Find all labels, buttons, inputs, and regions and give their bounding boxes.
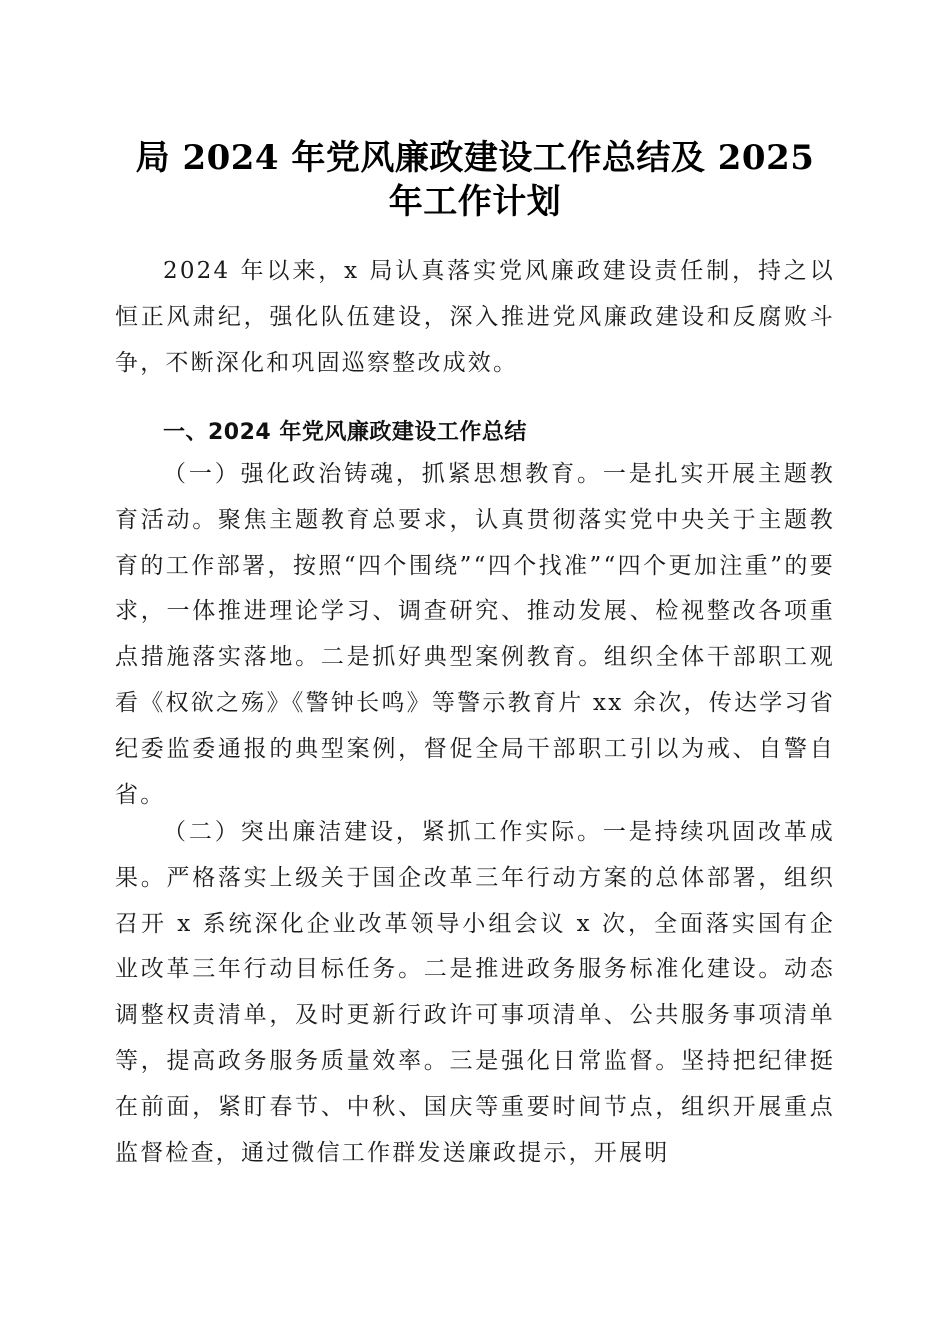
item-paragraph-1: （一）强化政治铸魂，抓紧思想教育。一是扎实开展主题教育活动。聚焦主题教育总要求，认真贯彻落实党中央关于主题教育的工作部署，按照“四个围绕”“四个找准”“四个更加注重”的要求，一体推进理论学习、调查研究、推动发展、检视整改各项重点措施落实落地。二是抓好典型案例教育。组织全体干部职工观看《权欲之殇》《警钟长鸣》等警示教育片 xx 余次，传达学习省纪委监委通报的典型案例，督促全局干部职工引以为戒、自警自省。 [115, 461, 835, 808]
intro-paragraph: 2024 年以来，x 局认真落实党风廉政建设责任制，持之以恒正风肃纪，强化队伍建设，深入推进党风廉政建设和反腐败斗争，不断深化和巩固巡察整改成效。 [115, 258, 835, 376]
item-paragraph-2: （二）突出廉洁建设，紧抓工作实际。一是持续巩固改革成果。严格落实上级关于国企改革三年行动方案的总体部署，组织召开 x 系统深化企业改革领导小组会议 x 次，全面落实国有企业改革三年行动目标任务。二是推进政务服务标准化建设。动态调整权责清单，及时更新行政许可事项清单、公共服务事项清单等，提高政务服务质量效率。三是强化日常监督。坚持把纪律挺在前面，紧盯春节、中秋、国庆等重要时间节点，组织开展重点监督检查，通过微信工作群发送廉政提示，开展明 [115, 819, 835, 1166]
document-title: 局 2024 年党风廉政建设工作总结及 2025 年工作计划 [135, 138, 815, 222]
section-heading: 一、2024 年党风廉政建设工作总结 [163, 420, 527, 445]
